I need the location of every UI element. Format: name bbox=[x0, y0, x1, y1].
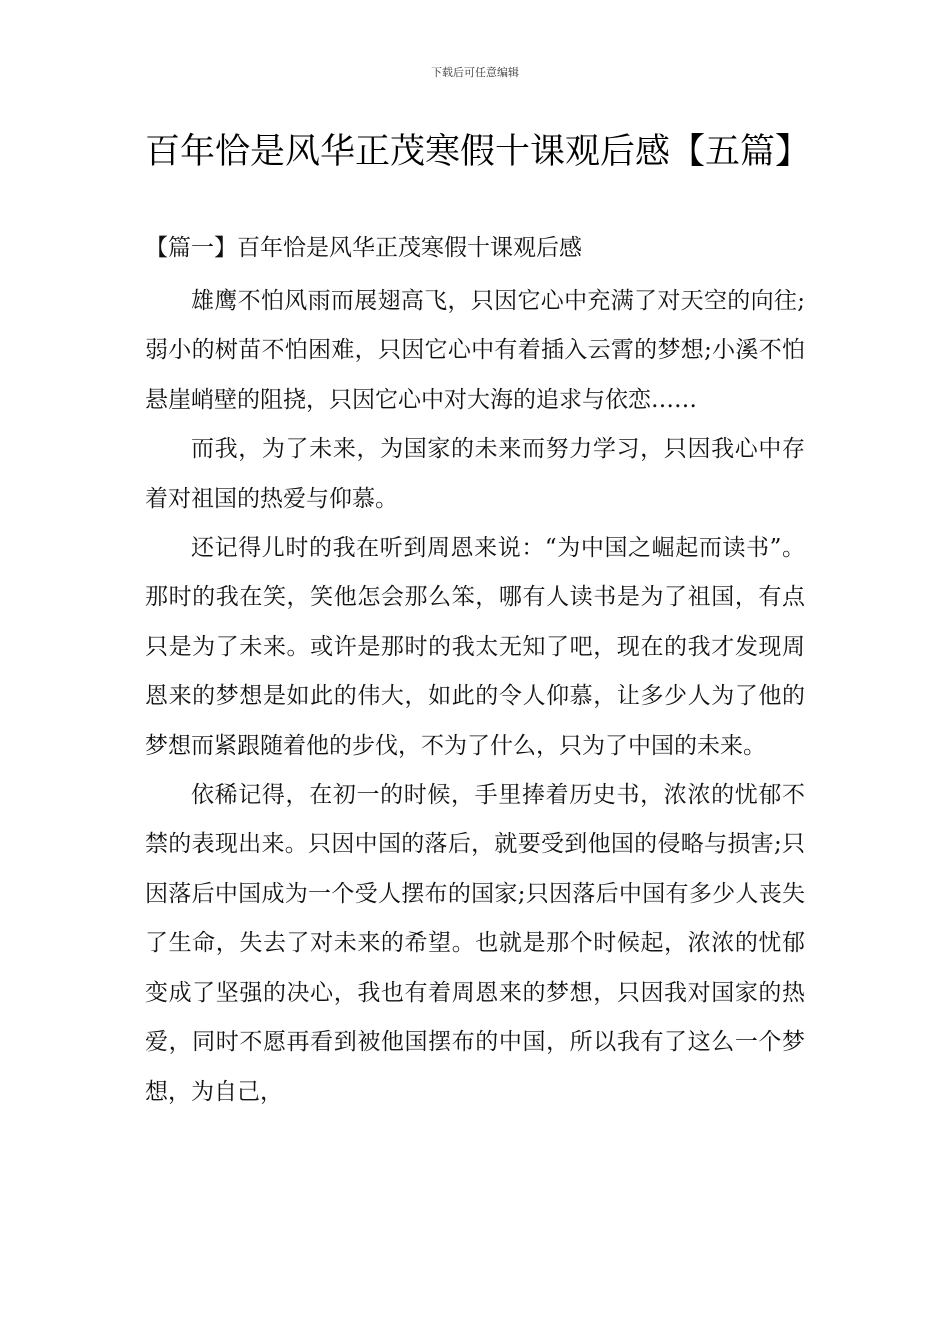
paragraph-1: 雄鹰不怕风雨而展翅高飞，只因它心中充满了对天空的向往;弱小的树苗不怕困难，只因它心中有着插入云霄的梦想;小溪不怕悬崖峭壁的阻挠，只因它心中对大海的追求与依恋…… bbox=[145, 288, 805, 413]
header-note: 下载后可任意编辑 bbox=[431, 66, 519, 79]
paragraph-4: 依稀记得，在初一的时候，手里捧着历史书，浓浓的忧郁不禁的表现出来。只因中国的落后，就要受到他国的侵略与损害;只因落后中国成为一个受人摆布的国家;只因落后中国有多少人丧失了生命，失去了对未来的希望。也就是那个时候起，浓浓的忧郁变成了坚强的决心，我也有着周恩来的梦想，只因我对国家的热爱，同时不愿再看到被他国摆布的中国，所以我有了这么一个梦想，为自己， bbox=[145, 782, 805, 1105]
paragraph-3: 还记得儿时的我在听到周恩来说：“为中国之崛起而读书”。那时的我在笑，笑他怎会那么笨，哪有人读书是为了祖国，有点只是为了未来。或许是那时的我太无知了吧，现在的我才发现周恩来的梦想是如此的伟大，如此的令人仰慕，让多少人为了他的梦想而紧跟随着他的步伐，不为了什么，只为了中国的未来。 bbox=[145, 535, 805, 759]
paragraph-2: 而我，为了未来，为国家的未来而努力学习，只因我心中存着对祖国的热爱与仰慕。 bbox=[145, 436, 805, 512]
document-title: 百年恰是风华正茂寒假十课观后感【五篇】 bbox=[145, 132, 811, 172]
section-heading: 【篇一】百年恰是风华正茂寒假十课观后感 bbox=[145, 235, 582, 261]
document-body bbox=[145, 277, 805, 1117]
